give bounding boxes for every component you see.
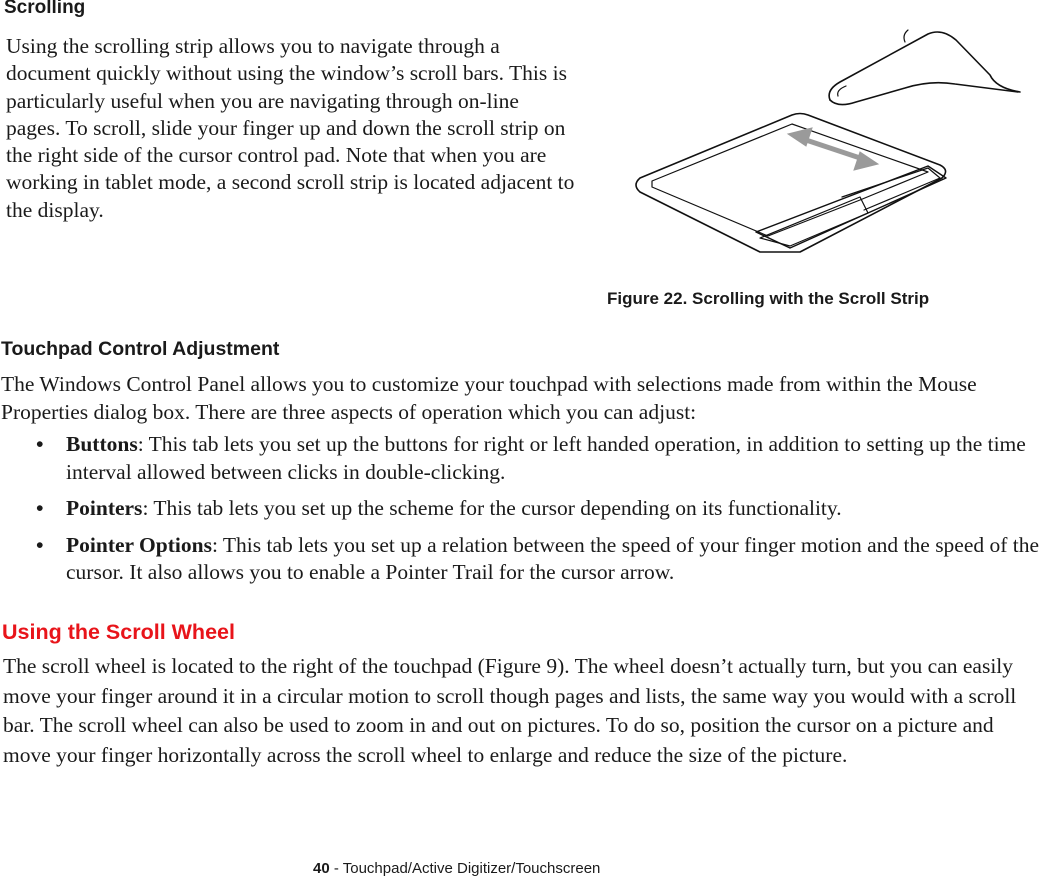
scrolling-paragraph: Using the scrolling strip allows you to navigate through a document quickly without using the window’s scroll bars. This is particularly useful when you are navigating through on-line pages. To scroll, slide your finger up and down the scroll strip on the right side of the cursor control pad. Note that when you are working in tablet mode, a second scroll strip is located adjacent to the display. bbox=[6, 34, 575, 222]
list-item bbox=[0, 495, 1040, 523]
figure-caption: Figure 22. Scrolling with the Scroll Strip bbox=[607, 289, 930, 308]
bullet-text: : This tab lets you set up the buttons for right or left handed operation, in addition to setting up the time interval allowed between clicks in double-clicking. bbox=[66, 432, 1026, 484]
scroll-strip-illustration bbox=[620, 20, 1030, 260]
page-footer bbox=[313, 860, 600, 877]
section-heading-scroll-wheel: Using the Scroll Wheel bbox=[2, 620, 235, 644]
bullet-term: Pointer Options bbox=[66, 532, 212, 557]
finger-outline bbox=[829, 32, 1020, 100]
footer-section-title: Touchpad/Active Digitizer/Touchscreen bbox=[342, 860, 601, 877]
bullet-text: : This tab lets you set up a relation between the speed of your finger motion and the speed of the cursor. It also allows you to enable a Pointer Trail for the cursor arrow. bbox=[66, 532, 1040, 584]
scroll-wheel-paragraph: The scroll wheel is located to the right of the touchpad (Figure 9). The wheel doesn’t actually turn, but you can easily move your finger around it in a circular motion to scroll though pages and lists, the same way you would with a scroll bar. The scroll wheel can also be used to zoom in and out on pictures. To do so, position the cursor on a picture and move your finger horizontally across the scroll wheel to enlarge and reduce the size of the picture. bbox=[3, 654, 1017, 767]
section-heading-touchpad-control: Touchpad Control Adjustment bbox=[1, 338, 280, 360]
touchpad-control-paragraph: The Windows Control Panel allows you to customize your touchpad with selections made from within the Mouse Properties dialog box. There are three aspects of operation which you can adjust: bbox=[1, 372, 977, 424]
section-heading-scrolling: Scrolling bbox=[4, 0, 86, 18]
list-item bbox=[0, 532, 1040, 587]
touchpad-buttons bbox=[756, 166, 946, 248]
bullet-icon: • bbox=[36, 496, 44, 520]
list-item bbox=[0, 431, 1040, 486]
bullet-term: Buttons bbox=[66, 432, 138, 456]
page-number: 40 bbox=[313, 860, 330, 877]
bullet-term: Pointers bbox=[66, 496, 143, 520]
footer-separator: - bbox=[329, 860, 343, 877]
adjustment-bullet-list bbox=[0, 431, 1040, 596]
bullet-icon: • bbox=[36, 432, 44, 456]
bullet-icon: • bbox=[36, 532, 44, 557]
bullet-text: : This tab lets you set up the scheme for the cursor depending on its functionality. bbox=[142, 496, 842, 520]
